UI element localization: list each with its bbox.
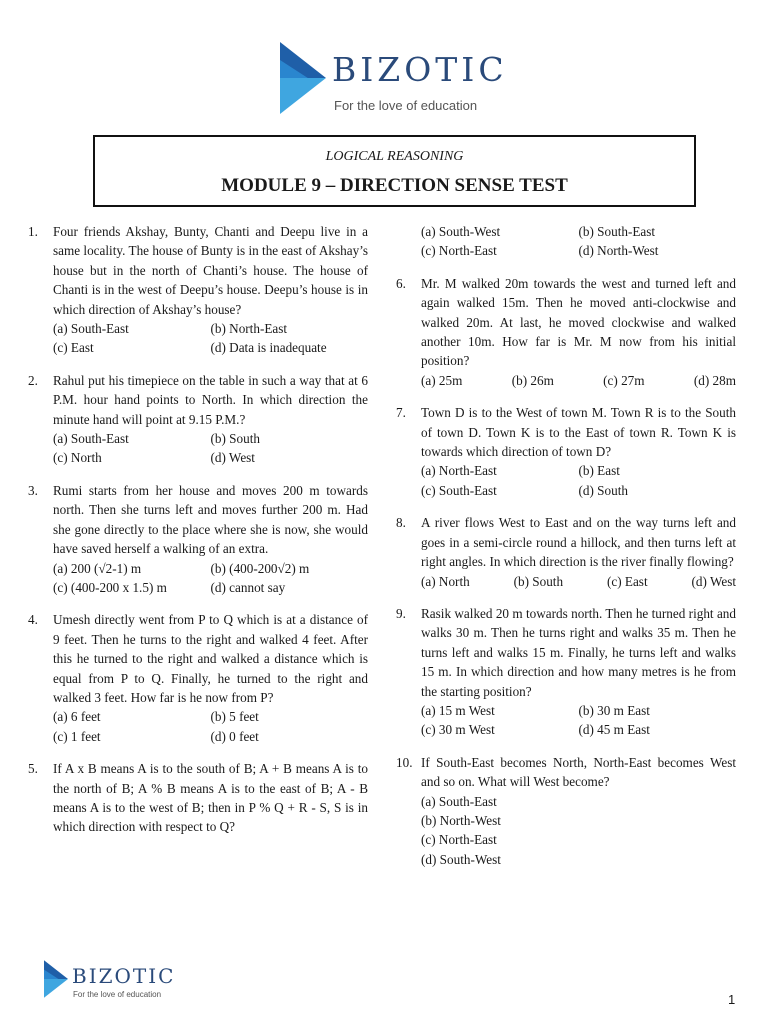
- page-number: 1: [728, 992, 736, 1007]
- question-9: [396, 604, 736, 740]
- option-b: (b) North-East: [210, 321, 288, 337]
- option-d: (d) West: [691, 573, 736, 589]
- answer-options: [53, 559, 368, 598]
- answer-options: [421, 461, 736, 500]
- option-c: (c) South-East: [421, 482, 497, 498]
- question-2: [28, 371, 368, 468]
- option-d: (d) Data is inadequate: [210, 340, 327, 356]
- bizotic-logo: [280, 36, 508, 120]
- option-a: (a) North: [421, 573, 470, 589]
- option-a: (a) 15 m West: [421, 702, 495, 718]
- option-b: (b) North-West: [421, 812, 501, 828]
- answer-options: [53, 429, 368, 468]
- option-c: (c) East: [53, 340, 94, 356]
- bizotic-logo-icon: [44, 960, 68, 998]
- title-box: [93, 135, 696, 207]
- option-a: (a) North-East: [421, 463, 497, 479]
- question-7: [396, 403, 736, 500]
- option-d: (d) North-West: [578, 243, 659, 259]
- question-4: [28, 610, 368, 746]
- brand-name: BIZOTIC: [332, 50, 508, 89]
- option-a: (a) 6 feet: [53, 709, 101, 725]
- footer-logo: [44, 960, 176, 1004]
- option-a: (a) South-West: [421, 224, 501, 239]
- option-a: (a) South-East: [421, 793, 497, 809]
- question-text: Rahul put his timepiece on the table in such a way that at 6 P.M. hour hand points to North. In which direction the minute hand will point at 9.15 P.M.?: [53, 372, 368, 427]
- option-c: (c) 30 m West: [421, 722, 495, 738]
- left-column: [28, 222, 368, 837]
- question-number: 9.: [396, 605, 406, 621]
- module-title: MODULE 9 – DIRECTION SENSE TEST: [221, 175, 568, 196]
- question-number: 6.: [396, 275, 406, 291]
- option-b: (b) East: [578, 463, 620, 479]
- option-a: (a) 25m: [421, 372, 463, 388]
- question-number: 3.: [28, 482, 38, 498]
- question-text: Rumi starts from her house and moves 200 m towards north. Then she turns left and moves further 200 m. Had she gone directly to the place where she is now, she would have saved herself a walking of an extra.: [53, 482, 368, 557]
- option-b: (b) South: [513, 573, 564, 589]
- option-b: (b) 30 m East: [578, 702, 650, 718]
- option-d: (d) 0 feet: [210, 728, 259, 744]
- option-c: (c) (400-200 x 1.5) m: [53, 579, 167, 595]
- answer-options: [421, 572, 736, 591]
- option-c: (c) North-East: [421, 243, 497, 259]
- option-a: (a) South-East: [53, 321, 129, 337]
- brand-tagline: For the love of education: [73, 990, 162, 999]
- answer-options: [421, 371, 736, 390]
- answer-options: [53, 707, 368, 746]
- subject-subtitle: LOGICAL REASONING: [325, 149, 464, 164]
- option-c: (c) 1 feet: [53, 728, 101, 744]
- question-5-options: [396, 222, 736, 261]
- question-10: [396, 753, 736, 869]
- question-text: Rasik walked 20 m towards north. Then he turned right and walks 30 m. Then he turns right and walks 35 m. Then he turns left and walks 15 m. Finally, he turns left and walks 15 m. In which direction and how many metres is he from the starting position?: [421, 605, 736, 699]
- question-text: Town D is to the West of town M. Town R is to the South of town D. Town K is to the East of town R. Town K is towards which direction of town D?: [421, 405, 736, 460]
- option-c: (c) North: [53, 450, 102, 466]
- question-text: A river flows West to East and on the way turns left and goes in a semi-circle round a hillock, and then turns left at right angles. In which direction is the river finally flowing?: [421, 515, 736, 570]
- option-d: (d) West: [210, 450, 255, 466]
- question-number: 10.: [396, 754, 413, 770]
- option-d: (d) 28m: [693, 372, 736, 388]
- brand-name: BIZOTIC: [72, 964, 176, 988]
- option-d: (d) cannot say: [210, 579, 286, 595]
- question-number: 2.: [28, 372, 38, 388]
- bizotic-logo-icon: [280, 42, 326, 114]
- answer-options: [53, 319, 368, 358]
- question-text: Four friends Akshay, Bunty, Chanti and Deepu live in a same locality. The house of Bunty is in the east of Akshay’s house but in the north of Chanti’s house. The house of Chanti is in the west of Deepu’s house. Deepu’s house is in which direction of Akshay’s house?: [53, 224, 368, 317]
- brand-tagline: For the love of education: [334, 98, 478, 113]
- question-text: If A x B means A is to the south of B; A + B means A is to the north of B; A % B means A is to the east of B; A - B means A is to the west of B; then in P % Q + R - S, S is in which direction with respect to Q?: [53, 761, 368, 835]
- question-number: 8.: [396, 515, 406, 531]
- answer-options: [421, 222, 736, 261]
- question-number: 4.: [28, 612, 38, 628]
- right-column: [396, 222, 736, 869]
- question-text: Umesh directly went from P to Q which is at a distance of 9 feet. Then he turns to the right and walked 4 feet. After this he turned to the right and walked a distance which is equal from P to Q. Finally, he turned to the right and walked 3 feet. How far is he now from P?: [53, 612, 368, 705]
- question-text: If South-East becomes North, North-East becomes West and so on. What will West become?: [421, 754, 736, 790]
- question-5: [28, 759, 368, 837]
- question-number: 1.: [28, 224, 38, 239]
- answer-options: [421, 792, 736, 870]
- option-d: (d) South: [578, 482, 628, 498]
- question-number: 5.: [28, 761, 38, 777]
- option-b: (b) South-East: [578, 224, 656, 239]
- question-1: [28, 222, 368, 358]
- option-c: (c) 27m: [603, 372, 645, 388]
- option-a: (a) 200 (√2-1) m: [53, 560, 142, 576]
- option-a: (a) South-East: [53, 431, 129, 447]
- question-3: [28, 481, 368, 597]
- option-c: (c) East: [606, 573, 648, 589]
- option-d: (d) 45 m East: [578, 722, 650, 738]
- option-b: (b) 26m: [511, 372, 554, 388]
- option-b: (b) 5 feet: [210, 709, 259, 725]
- option-b: (b) South: [210, 431, 260, 447]
- option-b: (b) (400-200√2) m: [210, 560, 310, 576]
- option-c: (c) North-East: [421, 832, 497, 848]
- question-6: [396, 274, 736, 390]
- question-8: [396, 513, 736, 591]
- option-d: (d) South-West: [421, 851, 501, 867]
- question-text: Mr. M walked 20m towards the west and turned left and again walked 15m. Then he moved anti-clockwise and walked 20m. At last, he moved clockwise and walked another 10m. How far is Mr. M now from his initial position?: [421, 275, 736, 369]
- question-number: 7.: [396, 405, 406, 421]
- answer-options: [421, 701, 736, 740]
